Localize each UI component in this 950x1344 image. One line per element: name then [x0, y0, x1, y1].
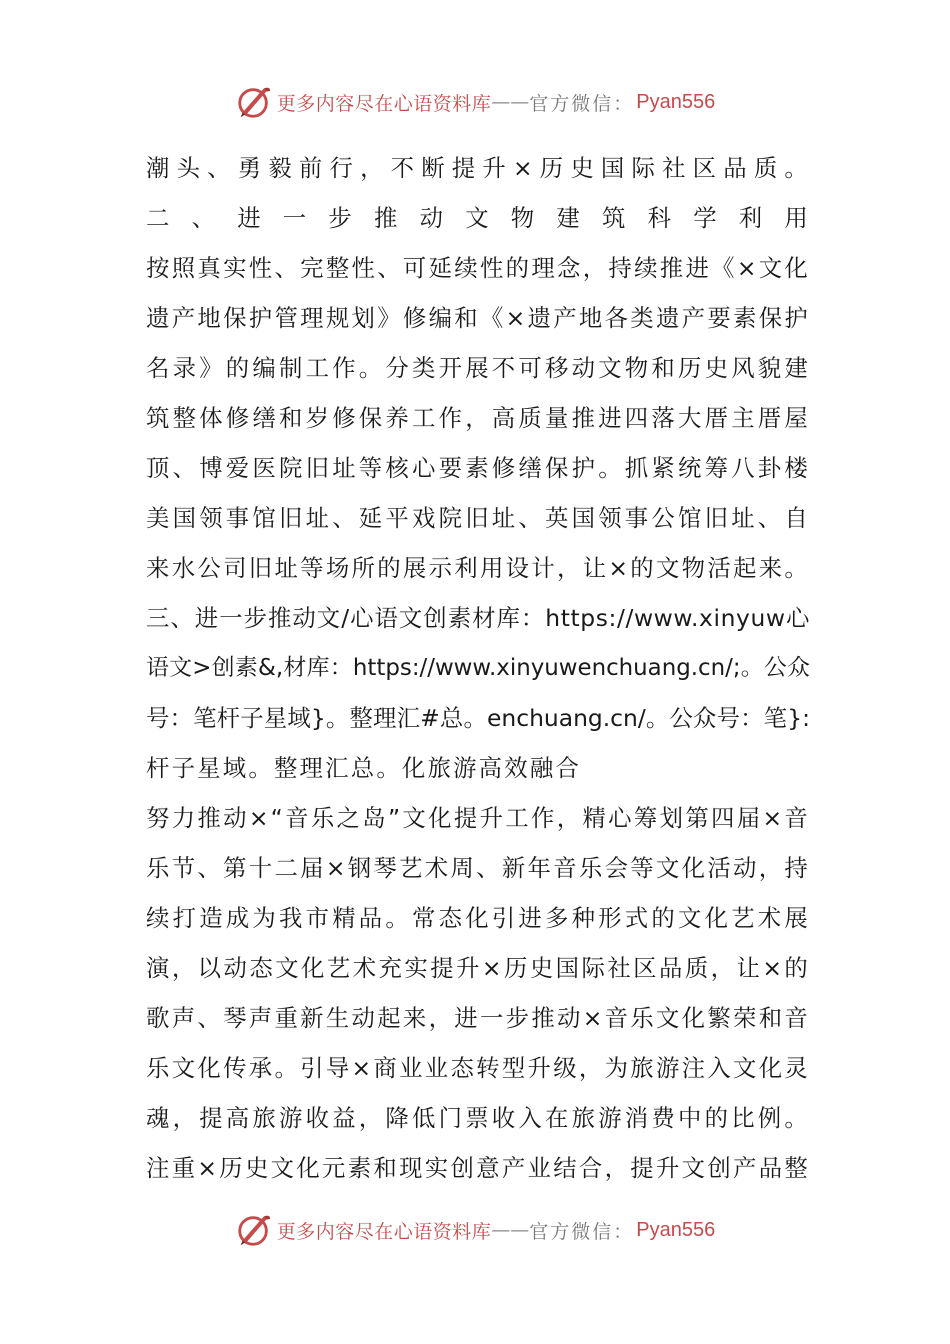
banner-separator: ——	[491, 91, 530, 113]
text-line: 语文>创素&,材库：https://www.xinyuwenchuang.cn/;。公众	[146, 655, 810, 681]
banner-wechat-id: Pyan556	[636, 90, 716, 113]
text-line: 顶、博爱医院旧址等核心要素修缮保护。抓紧统筹八卦楼	[146, 454, 810, 482]
banner-title: 更多内容尽在心语资料库	[276, 1220, 492, 1243]
text-line: 美国领事馆旧址、延平戏院旧址、英国领事公馆旧址、自	[146, 504, 810, 532]
text-line: 潮头、勇毅前行，不断提升×历史国际社区品质。	[146, 154, 810, 182]
banner-title: 更多内容尽在心语资料库	[276, 92, 492, 115]
text-line: 遗产地保护管理规划》修编和《×遗产地各类遗产要素保护	[146, 304, 810, 332]
text-line: 魂，提高旅游收益，降低门票收入在旅游消费中的比例。	[146, 1104, 810, 1132]
text-line: 歌声、琴声重新生动起来，进一步推动×音乐文化繁荣和音	[146, 1004, 810, 1032]
quill-logo-icon	[235, 83, 273, 121]
text-line: 乐文化传承。引导×商业业态转型升级，为旅游注入文化灵	[146, 1054, 810, 1082]
text-line: 筑整体修缮和岁修保养工作，高质量推进四落大厝主厝屋	[146, 404, 810, 432]
text-line: 续打造成为我市精品。常态化引进多种形式的文化艺术展	[146, 904, 810, 932]
banner-wechat-id: Pyan556	[636, 1218, 716, 1241]
text-line: 努力推动×“音乐之岛”文化提升工作，精心筹划第四届×音	[146, 804, 810, 832]
header-banner	[0, 80, 950, 124]
text-line: 演，以动态文化艺术充实提升×历史国际社区品质，让×的	[146, 954, 810, 982]
banner-label: 官方微信：	[529, 92, 635, 115]
header-banner-inner	[235, 83, 716, 121]
quill-logo-icon	[235, 1211, 273, 1249]
text-line: 乐节、第十二届×钢琴艺术周、新年音乐会等文化活动，持	[146, 854, 810, 882]
text-line: 号：笔杆子星域}。整理汇#总。enchuang.cn/。公众号：笔}:	[146, 704, 810, 732]
footer-banner	[0, 1208, 950, 1252]
text-line: 按照真实性、完整性、可延续性的理念，持续推进《×文化	[146, 254, 810, 282]
section-heading: 三、进一步推动文/心语文创素材库：https://www.xinyuw心	[146, 604, 810, 632]
section-heading: 二、进一步推动文物建筑科学利用	[146, 204, 810, 232]
banner-label: 官方微信：	[529, 1220, 635, 1243]
text-line: 来水公司旧址等场所的展示利用设计，让×的文物活起来。	[146, 554, 810, 582]
text-line: 注重×历史文化元素和现实创意产业结合，提升文创产品整	[146, 1154, 810, 1182]
footer-banner-inner	[235, 1211, 716, 1249]
text-line: 名录》的编制工作。分类开展不可移动文物和历史风貌建	[146, 354, 810, 382]
text-line: 杆子星域。整理汇总。化旅游高效融合	[146, 754, 582, 782]
banner-separator: ——	[491, 1219, 530, 1241]
document-body	[146, 143, 810, 1193]
